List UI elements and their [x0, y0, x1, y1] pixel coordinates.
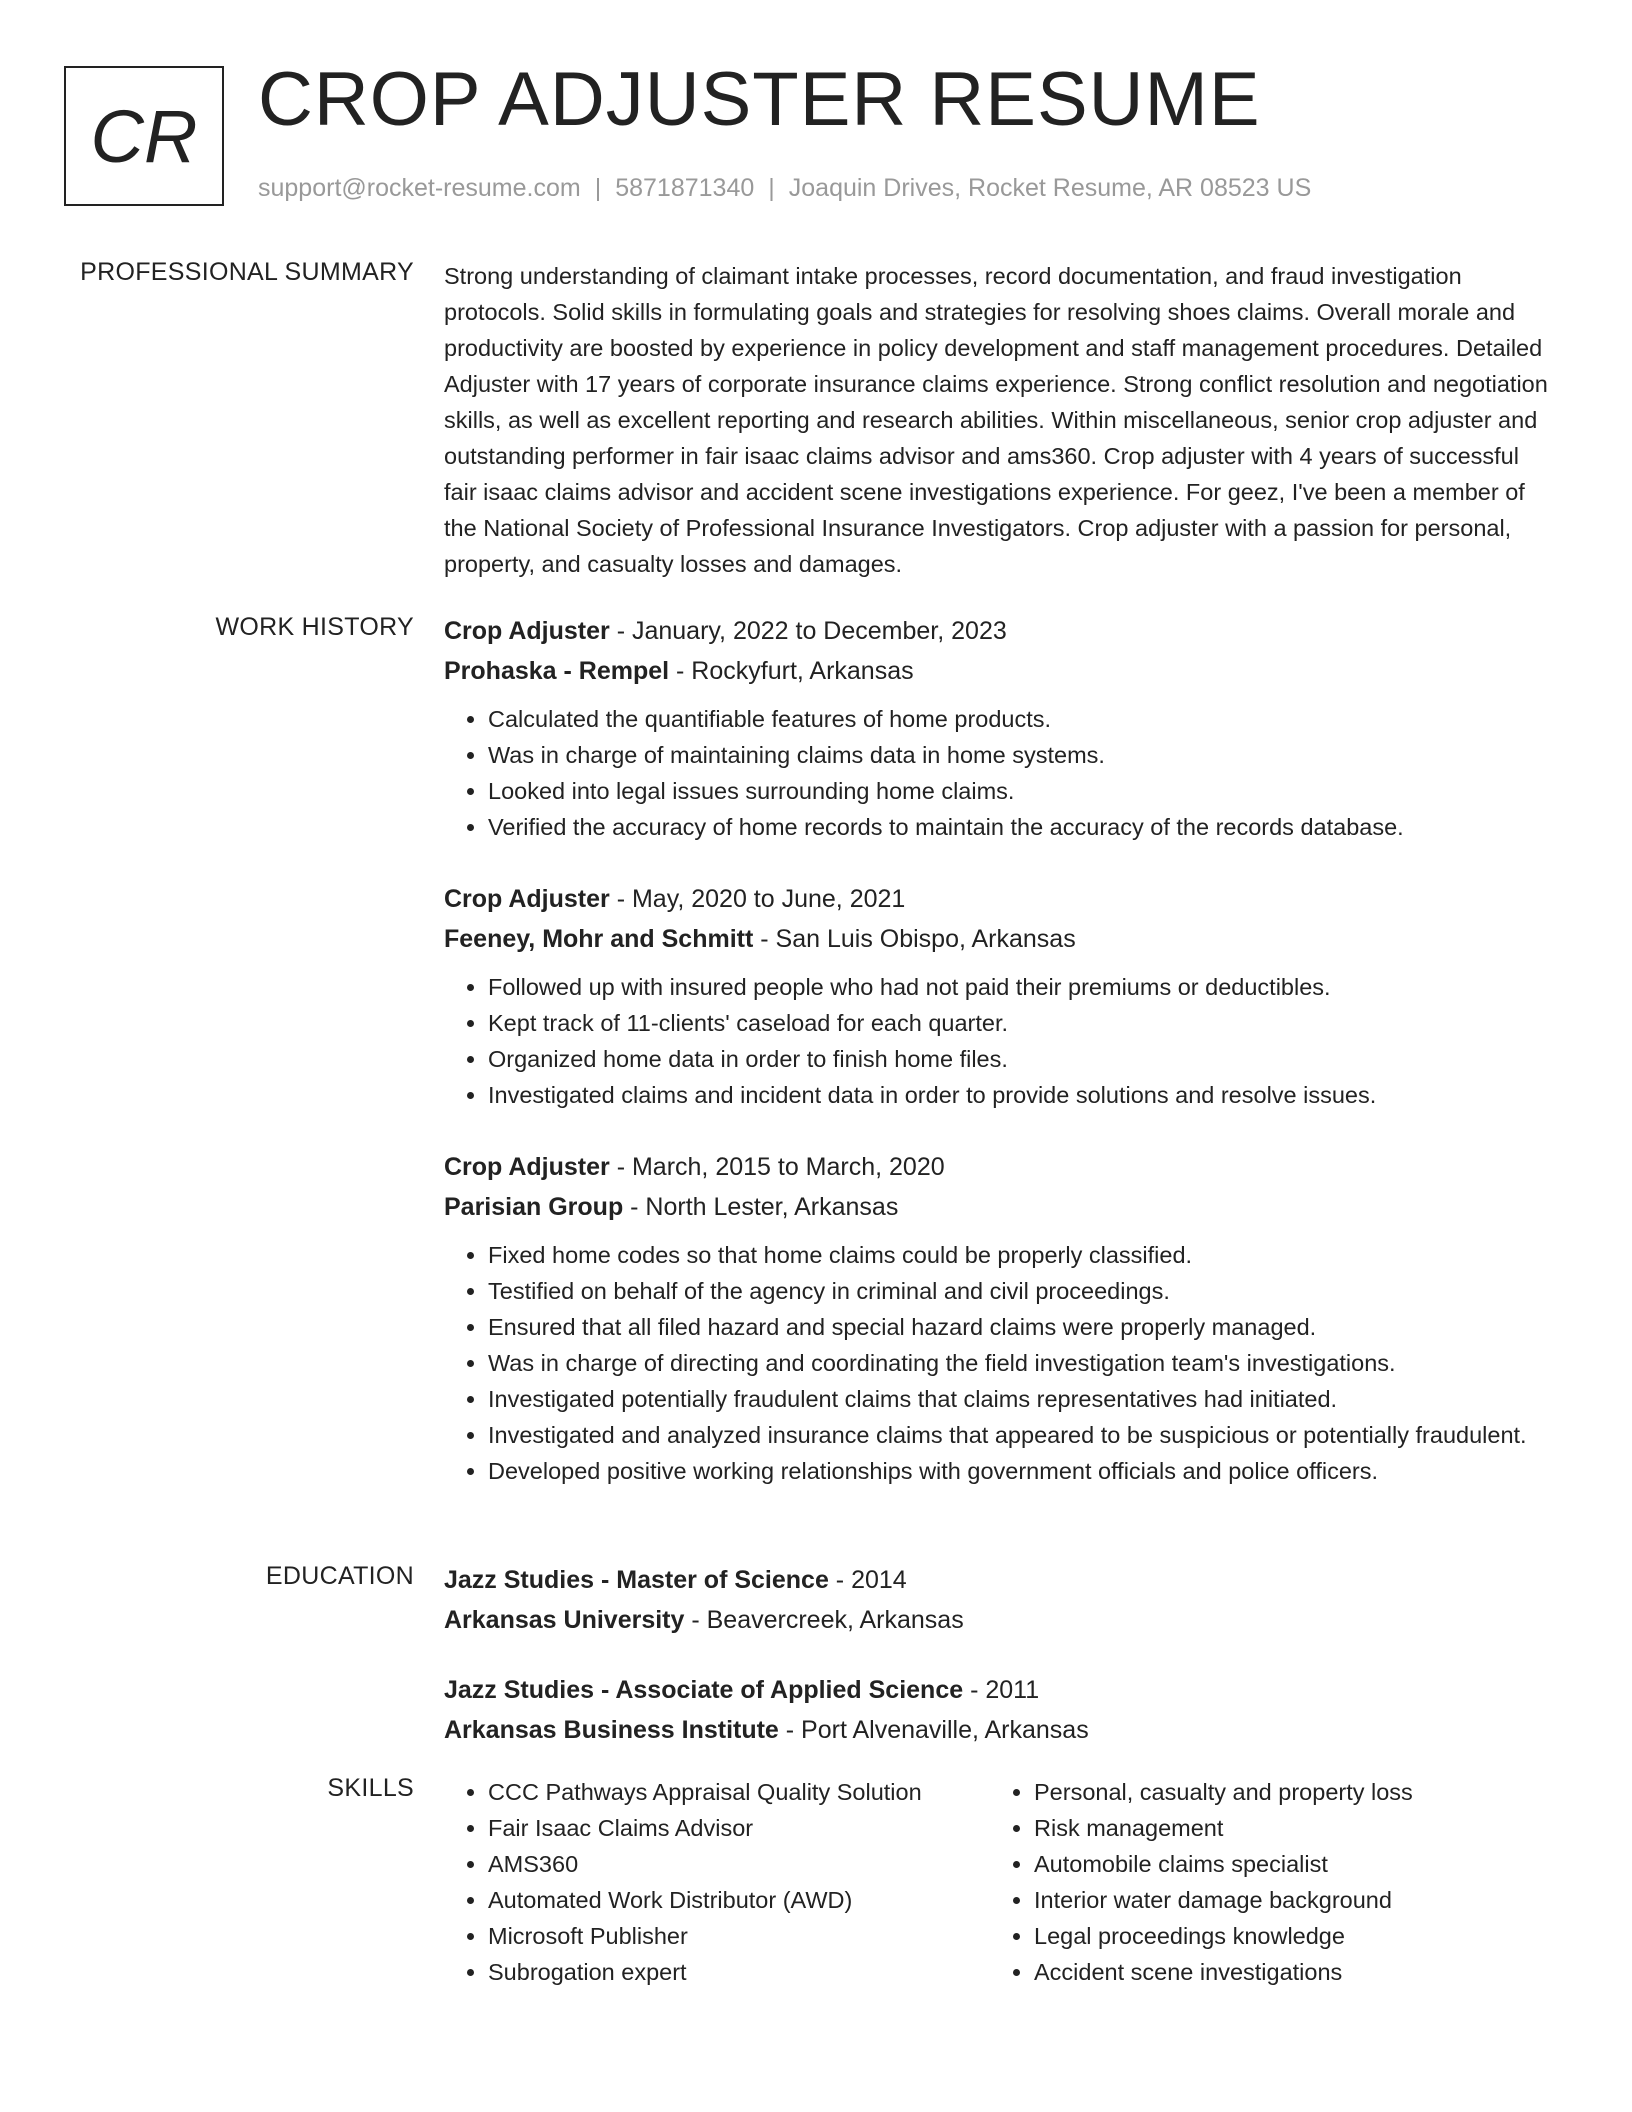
- skill-item: • Microsoft Publisher: [488, 1918, 990, 1954]
- job-location: - Rockyfurt, Arkansas: [669, 657, 914, 685]
- list-item: • Testified on behalf of the agency in criminal and civil proceedings.: [488, 1273, 1554, 1309]
- job-company-line: [444, 651, 1554, 691]
- work-history-label: WORK HISTORY: [215, 613, 414, 641]
- monogram-logo: CR: [64, 66, 224, 206]
- skills-column-right: [990, 1774, 1536, 1990]
- list-item: • Investigated and analyzed insurance claims that appeared to be suspicious or potentially fraudulent.: [488, 1417, 1554, 1453]
- list-item: • Followed up with insured people who had not paid their premiums or deductibles.: [488, 969, 1554, 1005]
- list-item: • Kept track of 11-clients' caseload for each quarter.: [488, 1005, 1554, 1041]
- list-item: • Investigated potentially fraudulent claims that claims representatives had initiated.: [488, 1381, 1554, 1417]
- skill-item: • AMS360: [488, 1846, 990, 1882]
- list-item: • Was in charge of maintaining claims data in home systems.: [488, 737, 1554, 773]
- list-item: • Developed positive working relationships with government officials and police officers.: [488, 1453, 1554, 1489]
- job-title-line: [444, 879, 1554, 919]
- job-dates: - March, 2015 to March, 2020: [609, 1153, 945, 1181]
- job-title-line: [444, 611, 1554, 651]
- contact-address: Joaquin Drives, Rocket Resume, AR 08523 US: [788, 174, 1312, 202]
- education-degree-line: [444, 1560, 1554, 1600]
- education-degree-line: [444, 1670, 1554, 1710]
- job-title: Crop Adjuster: [444, 885, 610, 913]
- skill-item: • Automated Work Distributor (AWD): [488, 1882, 990, 1918]
- job-title-line: [444, 1147, 1554, 1187]
- list-item: • Organized home data in order to finish home files.: [488, 1041, 1554, 1077]
- education-school-line: [444, 1600, 1554, 1640]
- contact-email[interactable]: support@rocket-resume.com: [258, 174, 581, 202]
- job-location: - San Luis Obispo, Arkansas: [753, 925, 1076, 953]
- list-item: • Looked into legal issues surrounding home claims.: [488, 773, 1554, 809]
- job-bullets: [444, 1237, 1554, 1489]
- education-year: - 2011: [963, 1676, 1040, 1704]
- skill-item: • Subrogation expert: [488, 1954, 990, 1990]
- education-degree: Jazz Studies - Associate of Applied Science: [444, 1676, 964, 1704]
- education-year: - 2014: [828, 1566, 907, 1594]
- job-location: - North Lester, Arkansas: [623, 1193, 899, 1221]
- contact-phone[interactable]: 5871871340: [615, 174, 755, 202]
- education-school: Arkansas Business Institute: [444, 1716, 779, 1744]
- list-item: • Was in charge of directing and coordinating the field investigation team's investigations.: [488, 1345, 1554, 1381]
- job-company: Feeney, Mohr and Schmitt: [444, 925, 754, 953]
- skill-item: • Personal, casualty and property loss: [1034, 1774, 1536, 1810]
- skill-item: • CCC Pathways Appraisal Quality Solution: [488, 1774, 990, 1810]
- contact-separator: |: [768, 174, 775, 202]
- contact-line: [258, 174, 1311, 203]
- skill-item: • Interior water damage background: [1034, 1882, 1536, 1918]
- skill-item: • Risk management: [1034, 1810, 1536, 1846]
- skill-item: • Automobile claims specialist: [1034, 1846, 1536, 1882]
- education-school-line: [444, 1710, 1554, 1750]
- page-title: CROP ADJUSTER RESUME: [258, 57, 1261, 142]
- education-entry: [444, 1560, 1554, 1640]
- job-company: Parisian Group: [444, 1193, 624, 1221]
- job-company-line: [444, 919, 1554, 959]
- skill-item: • Accident scene investigations: [1034, 1954, 1536, 1990]
- education-location: - Beavercreek, Arkansas: [684, 1606, 964, 1634]
- job-title: Crop Adjuster: [444, 1153, 610, 1181]
- skills-column-left: [444, 1774, 990, 1990]
- job-entry: [444, 1147, 1554, 1489]
- list-item: • Investigated claims and incident data in order to provide solutions and resolve issues.: [488, 1077, 1554, 1113]
- list-item: • Calculated the quantifiable features of home products.: [488, 701, 1554, 737]
- job-bullets: [444, 969, 1554, 1113]
- job-bullets: [444, 701, 1554, 845]
- job-title: Crop Adjuster: [444, 617, 610, 645]
- summary-text: Strong understanding of claimant intake processes, record documentation, and fraud investigation protocols. Solid skills in formulating goals and strategies for resolving shoes claims. Overall morale and productivity are boosted by experience in policy development and staff management procedures. Detailed Adjuster with 17 years of corporate insurance claims experience. Strong conflict resolution and negotiation skills, as well as excellent reporting and research abilities. Within miscellaneous, senior crop adjuster and outstanding performer in fair isaac claims advisor and ams360. Crop adjuster with 4 years of successful fair isaac claims advisor and accident scene investigations experience. For geez, I've been a member of the National Society of Professional Insurance Investigators. Crop adjuster with a passion for personal, property, and casualty losses and damages.: [444, 263, 1548, 577]
- list-item: • Ensured that all filed hazard and special hazard claims were properly managed.: [488, 1309, 1554, 1345]
- skill-item: • Legal proceedings knowledge: [1034, 1918, 1536, 1954]
- summary-label: PROFESSIONAL SUMMARY: [80, 258, 414, 286]
- skill-item: • Fair Isaac Claims Advisor: [488, 1810, 990, 1846]
- job-dates: - January, 2022 to December, 2023: [609, 617, 1007, 645]
- skills-label: SKILLS: [327, 1774, 414, 1802]
- education-school: Arkansas University: [444, 1606, 685, 1634]
- job-entry: [444, 611, 1554, 845]
- job-company: Prohaska - Rempel: [444, 657, 670, 685]
- list-item: • Verified the accuracy of home records to maintain the accuracy of the records database.: [488, 809, 1554, 845]
- education-label: EDUCATION: [265, 1562, 414, 1590]
- education-entry: [444, 1670, 1554, 1750]
- job-entry: [444, 879, 1554, 1113]
- job-dates: - May, 2020 to June, 2021: [609, 885, 906, 913]
- job-company-line: [444, 1187, 1554, 1227]
- education-location: - Port Alvenaville, Arkansas: [778, 1716, 1089, 1744]
- contact-separator: |: [594, 174, 602, 202]
- list-item: • Fixed home codes so that home claims could be properly classified.: [488, 1237, 1554, 1273]
- education-degree: Jazz Studies - Master of Science: [444, 1566, 829, 1594]
